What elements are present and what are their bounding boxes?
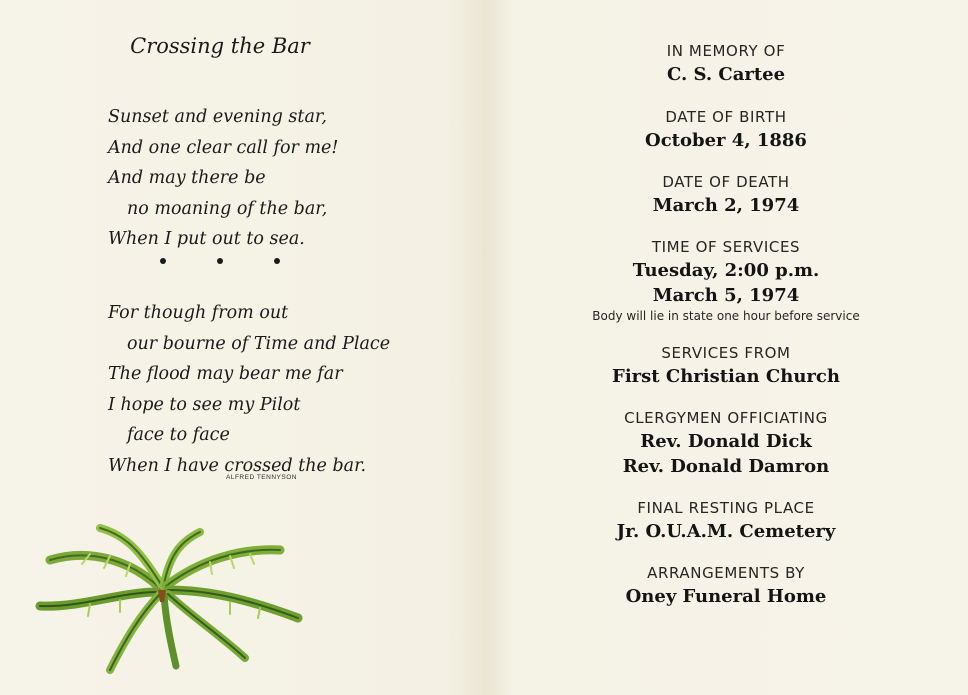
palm-tree-icon (30, 520, 310, 680)
resting-value: Jr. O.U.A.M. Cemetery (616, 521, 836, 542)
clergy-name-1: Rev. Donald Dick (640, 431, 812, 452)
poem-line: And one clear call for me! (108, 137, 339, 158)
section-memory (484, 40, 968, 87)
poem-stanza-1 (108, 102, 338, 255)
resting-label: FINAL RESTING PLACE (637, 499, 815, 517)
poem-line: And may there be (108, 168, 266, 188)
section-arrangements (484, 562, 968, 609)
section-services-time (484, 236, 968, 324)
clergy-name-2: Rev. Donald Damron (622, 456, 830, 477)
section-clergy (484, 407, 968, 479)
arrangements-value: Oney Funeral Home (625, 586, 827, 607)
memory-name: C. S. Cartee (666, 64, 786, 85)
poem-line: face to face (127, 425, 230, 445)
section-services-from (484, 342, 968, 389)
clergy-label: CLERGYMEN OFFICIATING (624, 409, 828, 427)
poem-author: ALFRED TENNYSON (226, 474, 297, 481)
services-time-label: TIME OF SERVICES (651, 238, 801, 256)
birth-label: DATE OF BIRTH (665, 108, 787, 126)
section-resting-place (484, 497, 968, 544)
poem-line: The flood may bear me far (108, 364, 343, 384)
poem-line: I hope to see my Pilot (108, 394, 301, 415)
poem-line: For though from out (108, 303, 289, 323)
birth-value: October 4, 1886 (645, 130, 807, 151)
section-birth (484, 106, 968, 153)
poem-line: our bourne of Time and Place (127, 333, 391, 354)
services-day: Tuesday, 2:00 p.m. (632, 260, 820, 281)
memorial-details (484, 40, 968, 609)
poem-line: When I have crossed the bar. (108, 455, 367, 476)
right-page (484, 0, 968, 695)
section-death (484, 171, 968, 218)
separator-dot (217, 258, 223, 264)
death-label: DATE OF DEATH (662, 173, 790, 191)
poem-line: Sunset and evening star, (108, 107, 327, 127)
services-date: March 5, 1974 (652, 285, 800, 306)
separator-dot (160, 258, 166, 264)
separator-dot (274, 258, 280, 264)
poem-line: When I put out to sea. (108, 229, 305, 249)
death-value: March 2, 1974 (652, 195, 800, 216)
services-from-label: SERVICES FROM (661, 344, 791, 362)
poem-title: Crossing the Bar (130, 34, 310, 58)
stanza-separator (160, 258, 280, 264)
memory-label: IN MEMORY OF (666, 42, 786, 60)
lie-in-state-note: Body will lie in state one hour before service (592, 309, 860, 323)
poem-stanza-2 (108, 298, 390, 481)
poem-line: no moaning of the bar, (127, 198, 328, 219)
services-from-value: First Christian Church (612, 366, 840, 387)
arrangements-label: ARRANGEMENTS BY (647, 564, 805, 582)
